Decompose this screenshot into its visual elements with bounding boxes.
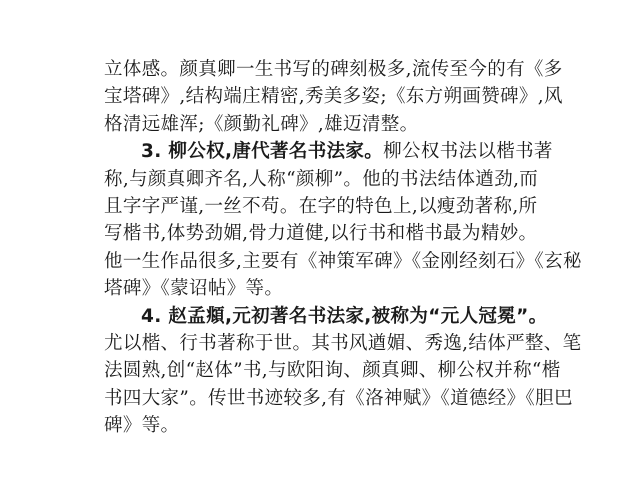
- text-line: 写楷书,体势劲媚,骨力道健,以行书和楷书最为精妙。: [104, 223, 538, 245]
- text-line: 法圆熟,创“赵体”书,与欧阳询、颜真卿、柳公权并称“楷: [104, 360, 561, 382]
- text-line: 他一生作品很多,主要有《神策军碑》《金刚经刻石》《玄秘: [104, 250, 582, 272]
- text-line: [104, 303, 548, 330]
- text-line: 宝塔碑》,结构端庄精密,秀美多姿;《东方朔画赞碑》,风: [104, 86, 563, 108]
- text-line: 塔碑》《蒙诏帖》等。: [104, 278, 284, 300]
- paragraph-liu-gongquan: [104, 138, 582, 302]
- paragraph-zhao-mengfu: [104, 303, 582, 440]
- text-line: 且字字严谨,一丝不苟。在字的特色上,以瘦劲著称,所: [104, 195, 538, 217]
- section-heading-liu-gongquan: 3. 柳公权,唐代著名书法家。: [141, 141, 384, 163]
- document-page: [104, 56, 582, 439]
- text-line: 尤以楷、行书著称于世。其书风遒媚、秀逸,结体严整、笔: [104, 332, 582, 354]
- text-line: 立体感。颜真卿一生书写的碑刻极多,流传至今的有《多: [104, 59, 563, 80]
- text-line: 格清远雄浑;《颜勤礼碑》,雄迈清整。: [104, 113, 419, 135]
- text-run: 柳公权书法以楷书著: [383, 141, 553, 163]
- text-line: 书四大家”。传世书迹较多,有《洛神赋》《道德经》《胆巴: [104, 387, 573, 409]
- text-line: [104, 138, 553, 165]
- text-line: 碑》等。: [104, 415, 180, 437]
- section-heading-zhao-mengfu: 4. 赵孟頫,元初著名书法家,被称为“元人冠冕”。: [141, 305, 548, 327]
- paragraph-yan-zhenqing: [104, 56, 563, 138]
- text-line: 称,与颜真卿齐名,人称“颜柳”。他的书法结体遒劲,而: [104, 168, 539, 190]
